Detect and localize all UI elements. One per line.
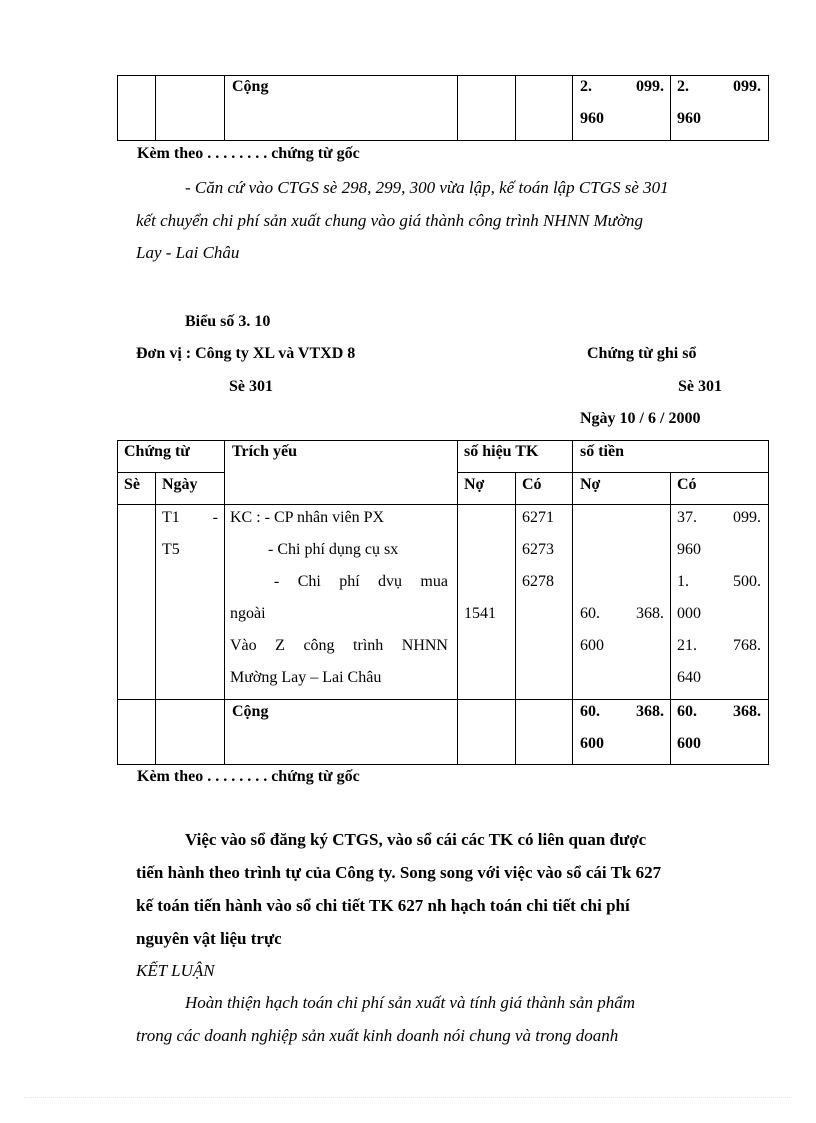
attachment-note: Kèm theo . . . . . . . . chứng từ gốc [137,145,360,162]
credit-account: 6273 [522,541,554,558]
credit-total: 60. 368. [677,703,761,720]
voucher-number-left: Sè 301 [229,378,273,395]
paragraph-line: nguyên vật liệu trực [136,929,282,948]
document-date: Ngày 10 / 6 / 2000 [580,410,701,427]
credit-total: 2. 099. [677,78,761,95]
credit-amount: 1. 500. [677,573,761,590]
document-title: Chứng từ ghi sổ [587,345,697,362]
credit-amount-tail: 000 [677,605,701,622]
header-debit-account: Nợ [464,476,485,493]
header-credit-amount: Có [677,476,697,493]
credit-total-tail: 960 [677,110,701,127]
paragraph-line: kế toán tiến hành vào sổ chi tiết TK 627 nh hạch toán chi tiết chi phí [136,896,630,915]
debit-account: 1541 [464,605,496,622]
debit-total-tail: 600 [580,735,604,752]
header-date: Ngày [162,476,198,493]
credit-account: 6278 [522,573,554,590]
summary-line: KC : - CP nhân viên PX [230,509,385,526]
debit-amount-tail: 600 [580,637,604,654]
date-range-end: T5 [162,541,180,558]
paragraph-line: Việc vào sổ đăng ký CTGS, vào sổ cái các TK có liên quan được [185,830,647,849]
total-label: Cộng [232,78,269,95]
paragraph-line: tiến hành theo trình tự của Công ty. Song song với việc vào sổ cái Tk 627 [136,863,662,882]
summary-line: - Chi phí dvụ mua [274,573,448,590]
header-debit-amount: Nợ [580,476,601,493]
debit-total: 2. 099. [580,78,664,95]
unit-label: Đơn vị : Công ty XL và VTXD 8 [136,345,356,362]
header-credit-account: Có [522,476,542,493]
paragraph-line: Hoàn thiện hạch toán chi phí sản xuất và tính giá thành sản phẩm [185,993,635,1012]
summary-line: Mường Lay – Lai Châu [230,669,382,686]
paragraph-line: Lay - Lai Châu [136,243,240,262]
summary-line: ngoài [230,605,266,622]
section-title: KẾT LUẬN [136,961,215,980]
credit-amount: 37. 099. [677,509,761,526]
credit-amount-tail: 640 [677,669,701,686]
header-voucher: Chứng từ [124,443,190,460]
header-amount: số tiền [580,443,624,460]
date-range: T1 - [162,509,218,526]
paragraph-line: - Căn cứ vào CTGS sè 298, 299, 300 vừa lập, kế toán lập CTGS sè 301 [185,178,669,197]
debit-amount: 60. 368. [580,605,664,622]
attachment-note: Kèm theo . . . . . . . . chứng từ gốc [137,768,360,785]
credit-total-tail: 600 [677,735,701,752]
header-summary: Trích yếu [232,443,298,460]
paragraph-line: kết chuyển chi phí sản xuất chung vào giá thành công trình NHNN Mường [136,211,644,230]
paragraph-line: trong các doanh nghiệp sản xuất kinh doanh nói chung và trong doanh [136,1026,619,1045]
summary-line: - Chi phí dụng cụ sx [268,541,399,558]
form-label: Biểu số 3. 10 [185,313,271,330]
credit-account: 6271 [522,509,554,526]
debit-total: 60. 368. [580,703,664,720]
voucher-number-right: Sè 301 [678,378,722,395]
total-label: Cộng [232,703,269,720]
page-bottom-divider [24,1097,792,1098]
summary-line: Vào Z công trình NHNN [230,637,448,654]
header-se: Sè [124,476,140,493]
header-account: số hiệu TK [464,443,539,460]
credit-amount: 21. 768. [677,637,761,654]
debit-total-tail: 960 [580,110,604,127]
credit-amount-tail: 960 [677,541,701,558]
